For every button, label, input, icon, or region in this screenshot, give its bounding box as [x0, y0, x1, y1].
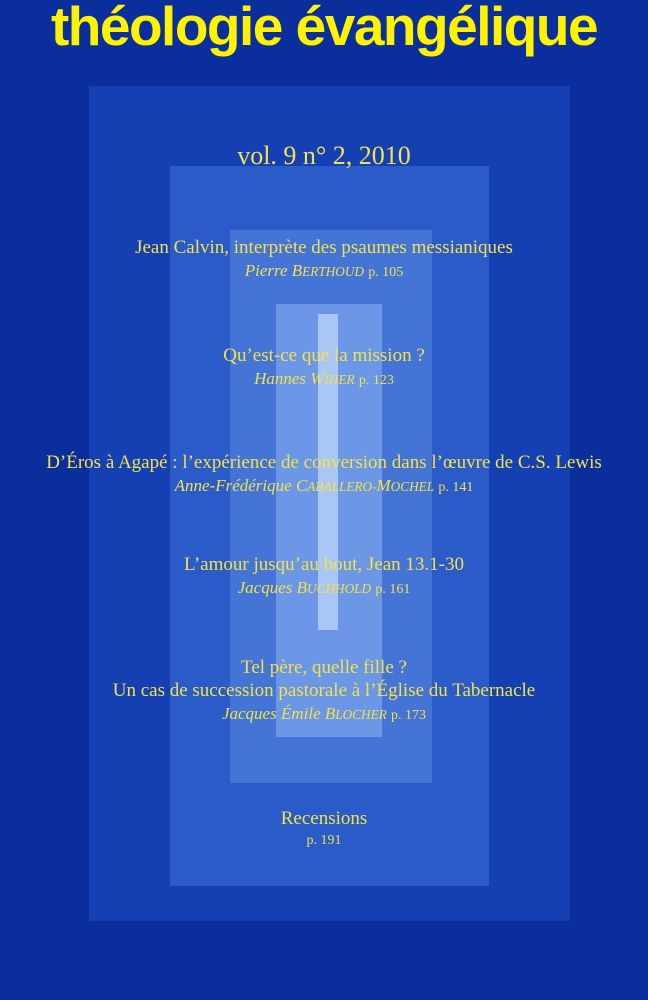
- article-author-line: [0, 259, 648, 284]
- article-entry: [0, 656, 648, 727]
- article-page: p. 173: [391, 708, 427, 723]
- reviews-page: p. 191: [306, 833, 342, 848]
- article-title: Qu’est-ce que la mission ?: [223, 345, 425, 366]
- article-subtitle: Un cas de succession pastorale à l’Église du Tabernacle: [112, 680, 536, 701]
- article-title: Jean Calvin, interprète des psaumes messianiques: [135, 237, 513, 258]
- article-author: Anne-Frédérique CABALLERO-MOCHEL: [174, 476, 435, 495]
- article-page: p. 123: [358, 373, 394, 388]
- article-page: p. 161: [375, 582, 411, 597]
- article-author-line: [0, 702, 648, 727]
- article-title: Tel père, quelle fille ?: [241, 657, 407, 678]
- article-entry: [0, 553, 648, 601]
- reviews-title: Recensions: [280, 808, 368, 829]
- article-author: Jacques BUCHHOLD: [237, 578, 372, 597]
- article-author-line: [0, 576, 648, 601]
- article-page: p. 141: [438, 480, 474, 495]
- article-author: Pierre BERTHOUD: [244, 261, 365, 280]
- journal-title: théologie évangélique: [50, 0, 598, 57]
- article-author-line: [0, 367, 648, 392]
- article-title: D’Éros à Agapé : l’expérience de conversion dans l’œuvre de C.S. Lewis: [46, 452, 602, 473]
- article-entry: [0, 236, 648, 284]
- article-entry: [0, 344, 648, 392]
- article-author: Jacques Émile BLOCHER: [221, 704, 387, 723]
- article-page: p. 105: [368, 265, 404, 280]
- article-author-line: [0, 474, 648, 499]
- article-entry: [0, 451, 648, 499]
- issue-volume: vol. 9 n° 2, 2010: [237, 141, 411, 170]
- article-title: L’amour jusqu’au bout, Jean 13.1-30: [183, 554, 465, 575]
- article-author: Hannes WIHER: [254, 369, 355, 388]
- reviews-entry: [0, 807, 648, 852]
